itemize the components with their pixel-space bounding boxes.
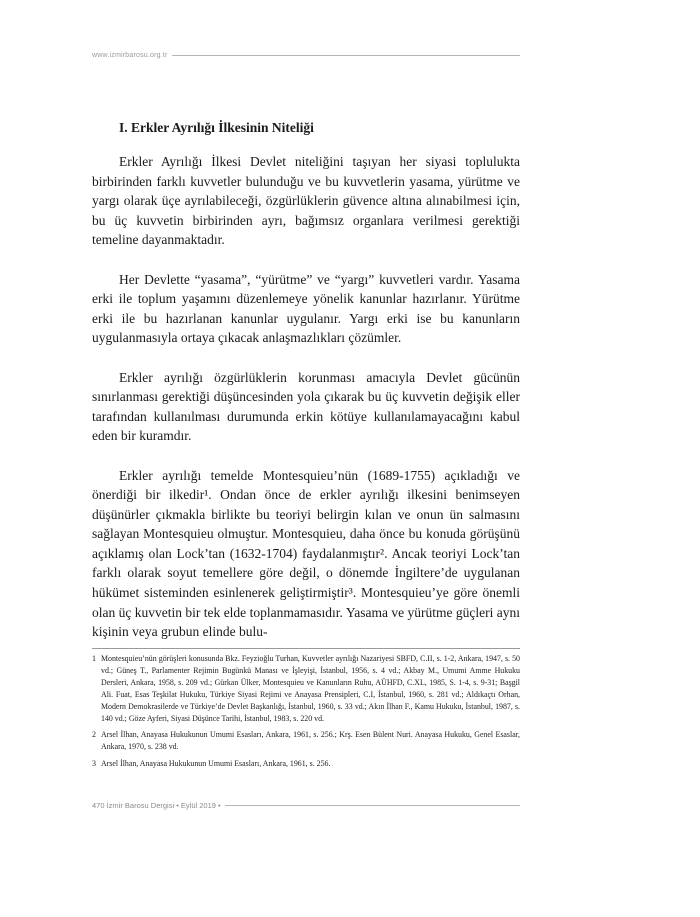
footnote-number: 1 (92, 654, 96, 663)
page-footer (92, 801, 520, 810)
footnote-3 (92, 758, 520, 770)
footer-rule (225, 805, 520, 806)
footnote-divider (92, 648, 520, 649)
footnote-number: 2 (92, 730, 96, 740)
header-rule (172, 55, 520, 56)
body-text (92, 152, 520, 642)
footnote-2 (92, 729, 520, 753)
paragraph-3: Erkler ayrılığı özgürlüklerin korunması amacıyla Devlet gücünün sınırlanması gerektiği düşüncesinden yola çıkarak bu üç kuvvetin değişik eller tarafından kullanılması durumunda erkin kötüye kullanılamayacağını kabul eden bir kuramdır. (92, 369, 520, 444)
footer-text: 470 İzmir Barosu Dergisi • Eylül 2019 • (92, 801, 221, 810)
footnote-text: Arsel İlhan, Anayasa Hukukunun Umumi Esasları, Ankara, 1961, s. 256.; Krş. Esen Bülent Nuri. Anayasa Hukuku, Genel Esaslar, Ankara, 1970, s. 238 vd. (101, 730, 520, 752)
footnote-text: Arsel İlhan, Anayasa Hukukunun Umumi Esasları, Ankara, 1961, s. 256. (101, 759, 331, 769)
page-header (92, 52, 520, 59)
paragraph-2: Her Devlette “yasama”, “yürütme” ve “yargı” kuvvetleri vardır. Yasama erki ile toplum yaşamını düzenlemeye yönelik kanunlar hazırlanır. Yürütme erki ile bu hazırlanan kanunlar uygulanır. Yargı erki ise bu kanunların uygulanmasıyla ortaya çıkacak anlaşmazlıkları çözümler. (92, 271, 520, 346)
footnote-text: Montesquieu’nün görüşleri konusunda Bkz. Feyzioğlu Turhan, Kuvvetler ayrılığı Nazariyesi SBFD, C.II, s. 1-2, Ankara, 1947, s. 50 vd.; Güneş T., Parlamenter Rejimin Bugünkü Manası ve İşleyişi, İstanbul, 1956, s. 4 vd.; Akbay M., Umumi Amme Hukuku Dersleri, Ankara, 1958, s. 209 vd.; Gürkan Ülker, Montesquieu ve Kanunların Ruhu, AÜHFD, C.XL, 1985, S. 1-4, s. 9-31; Başgil Ali. Fuat, Esas Teşkilat Hukuku, Türkiye Siyasi Rejimi ve Anayasa Prensipleri, C.I, İstanbul, 1960, s. 281 vd.; Aldıkaçtı Orhan, Modern Demokrasilerde ve Türkiye’de Devlet Başkanlığı, İstanbul, 1960, s. 33 vd.; Akın İlhan F., Kamu Hukuku, İstanbul, 1987, s. 140 vd.; Göze Ayferi, Siyasi Düşünce Tarihi, İstanbul, 1983, s. 220 vd. (101, 654, 520, 723)
footnote-number: 3 (92, 759, 96, 769)
paragraph-4: Erkler ayrılığı temelde Montesquieu’nün (1689-1755) açıkladığı ve önerdiği bir ilkedir¹. Ondan önce de erkler ayrılığı ilkesini benimseyen düşünürler çıkmakla birlikte bu teoriyi belirgin kılan ve onun ün salmasını sağlayan Montesquieu olmuştur. Montesquieu, daha önce bu konuda görüşünü açıklamış olan Lock’tan (1632-1704) faydalanmıştır². Ancak teoriyi Lock’tan farklı olarak soyut temellere göre değil, o dönemde İngiltere’de uygulanan hükümet sisteminden esinlenerek geliştirmiştir³. Montesquieu’ye göre önemli olan üç kuvvetin bir tek elde toplanmamasıdır. Yasama ve yürütme güçleri aynı kişinin veya grubun elinde bulu- (92, 467, 520, 640)
header-url[interactable]: www.izmirbarosu.org.tr (92, 52, 168, 59)
paragraph-1: Erkler Ayrılığı İlkesi Devlet niteliğini taşıyan her siyasi toplulukta birbirinden farklı kuvvetler bulunduğu ve bu kuvvetlerin yasama, yürütme ve yargı olarak üçe ayrılabileceği, özgürlüklerin güvence altına alınabilmesi için, bu üç kuvvetin birbirinden ayrı, bağımsız organlara verilmesi gerektiği temeline dayanmaktadır. (92, 154, 520, 248)
section-heading: I. Erkler Ayrılığı İlkesinin Niteliği (119, 120, 314, 135)
footnotes (92, 653, 520, 775)
footnote-1 (92, 653, 520, 724)
